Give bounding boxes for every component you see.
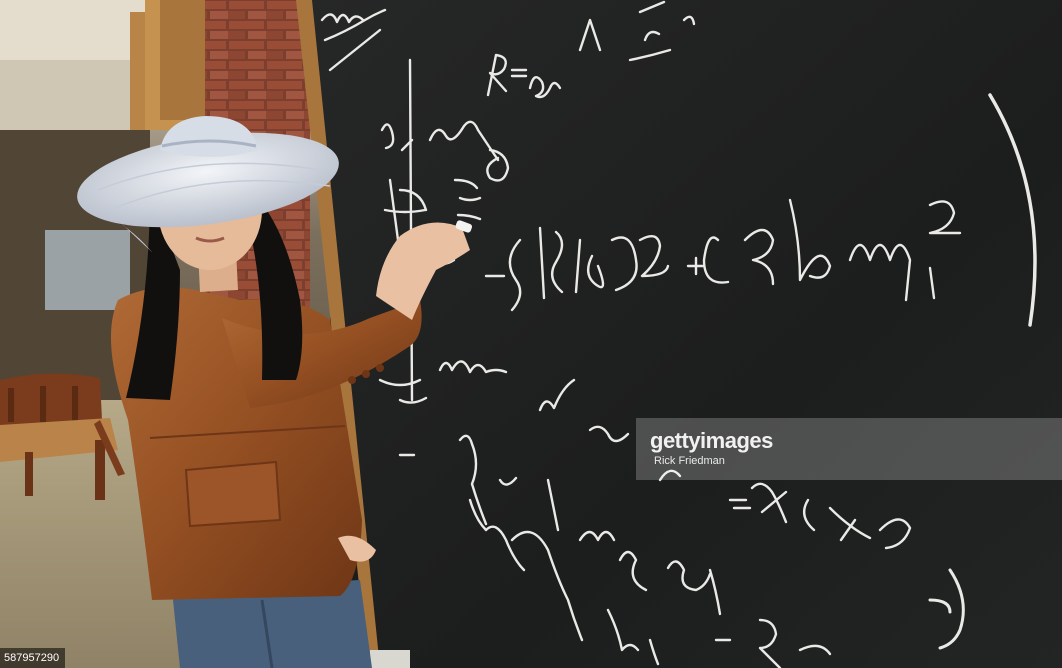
back-window	[45, 230, 130, 310]
watermark-brand: gettyimages	[650, 428, 773, 453]
ceiling	[0, 0, 150, 60]
getty-watermark	[636, 418, 1062, 480]
jacket-pocket	[186, 462, 280, 526]
image-id-label: 587957290	[0, 648, 65, 668]
chalkboard	[312, 0, 1062, 668]
watermark-credit: Rick Friedman	[654, 455, 725, 467]
